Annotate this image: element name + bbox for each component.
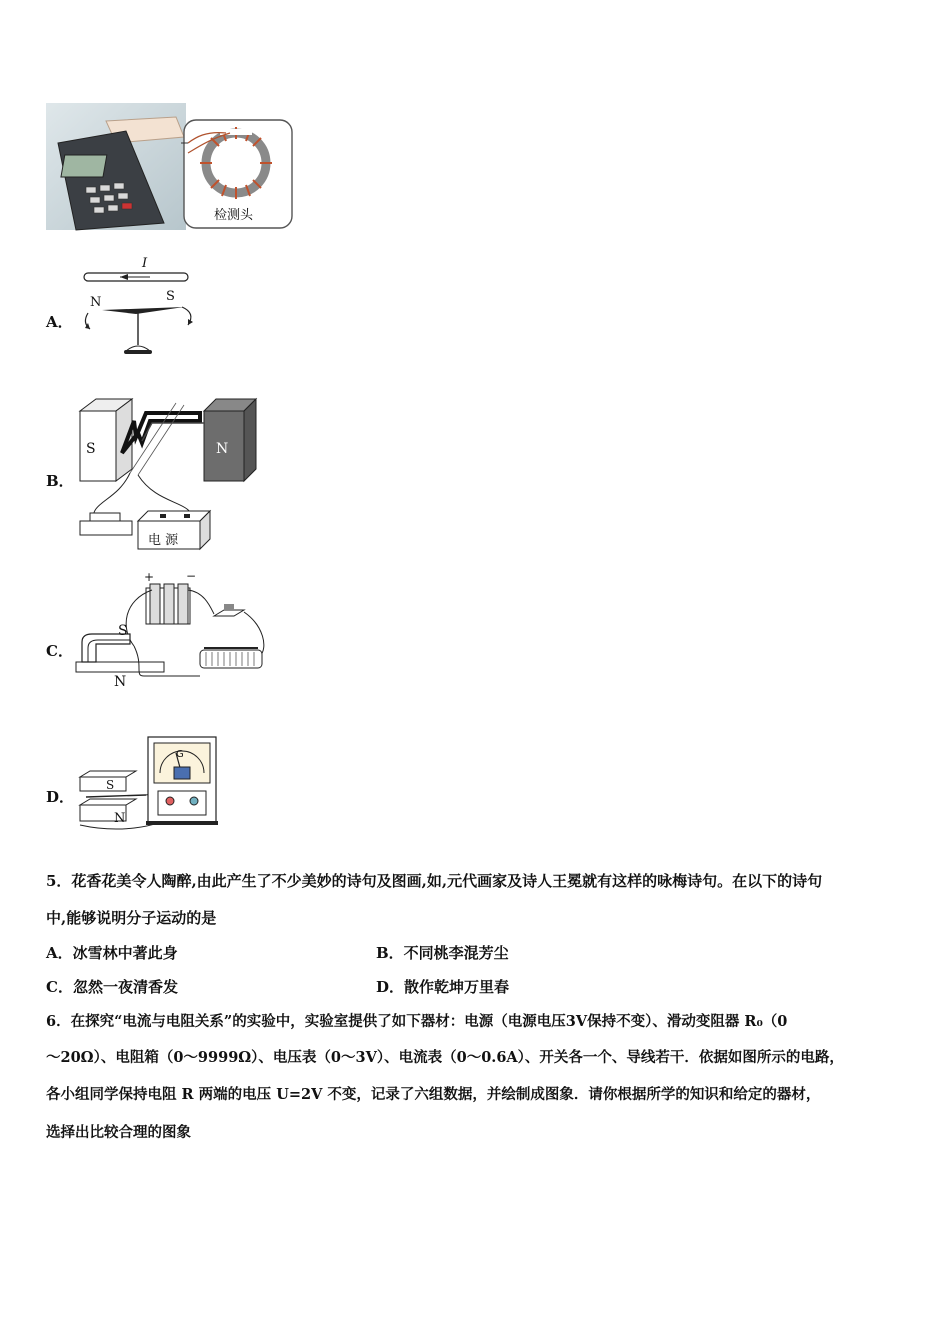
magnet-north-label-d: N bbox=[114, 811, 126, 826]
question5-line2: 中,能够说明分子运动的是 bbox=[46, 909, 217, 927]
magnet-north-label-c: N bbox=[114, 674, 127, 690]
current-label: I bbox=[142, 256, 148, 271]
question6-line4: 选择出比较合理的图象 bbox=[46, 1124, 191, 1141]
option-b-label: B． bbox=[46, 472, 74, 490]
option-d-figure bbox=[76, 733, 220, 837]
power-supply-label: 电 源 bbox=[148, 533, 179, 548]
question5-option-d: D．散作乾坤万里春 bbox=[376, 978, 510, 996]
question5-option-c: C．忽然一夜清香发 bbox=[46, 978, 178, 996]
option-a-label: A． bbox=[46, 313, 73, 331]
question6-line3: 各小组同学保持电阻 R 两端的电压 U=2V 不变，记录了六组数据，并绘制成图象．请你根据所学的知识和给定的器材， bbox=[46, 1086, 821, 1103]
option-d-label: D． bbox=[46, 788, 75, 806]
magnet-south-label-c: S bbox=[118, 623, 128, 639]
option-a-figure bbox=[74, 257, 204, 359]
compass-south-label: S bbox=[166, 289, 175, 304]
magnet-north-label: N bbox=[216, 441, 229, 457]
induction-experiment-diagram bbox=[74, 576, 270, 694]
card-reader-figure bbox=[46, 103, 296, 233]
detection-head-caption: 检测头 bbox=[214, 208, 254, 223]
option-b-figure bbox=[76, 393, 260, 553]
option-c-figure bbox=[74, 569, 270, 694]
compass-north-label: N bbox=[90, 295, 102, 310]
question5-option-a: A．冰雪林中著此身 bbox=[46, 944, 178, 962]
battery-plus-label: + bbox=[144, 570, 155, 584]
battery-minus-label: − bbox=[186, 569, 197, 583]
question6-line1: 6．在探究“电流与电阻关系”的实验中，实验室提供了如下器材：电源（电源电压3V保持不变）、滑动变阻器 R₀（0 bbox=[46, 1013, 788, 1030]
option-c-label: C． bbox=[46, 642, 73, 660]
magnet-south-label: S bbox=[86, 441, 96, 457]
galvanometer-label: G bbox=[176, 749, 184, 760]
magnet-south-label-d: S bbox=[106, 778, 115, 792]
card-reader-illustration bbox=[46, 103, 296, 233]
question5-option-b: B．不同桃李混芳尘 bbox=[376, 944, 509, 962]
question5-line1: 5．花香花美令人陶醉,由此产生了不少美妙的诗句及图画,如,元代画家及诗人王冕就有这样的咏梅诗句。在以下的诗句 bbox=[46, 872, 823, 890]
galvanometer-experiment-diagram bbox=[76, 733, 220, 837]
question6-line2: ～20Ω）、电阻箱（0～9999Ω）、电压表（0～3V）、电流表（0～0.6A）、开关各一个、导线若干．依据如图所示的电路， bbox=[46, 1049, 844, 1066]
